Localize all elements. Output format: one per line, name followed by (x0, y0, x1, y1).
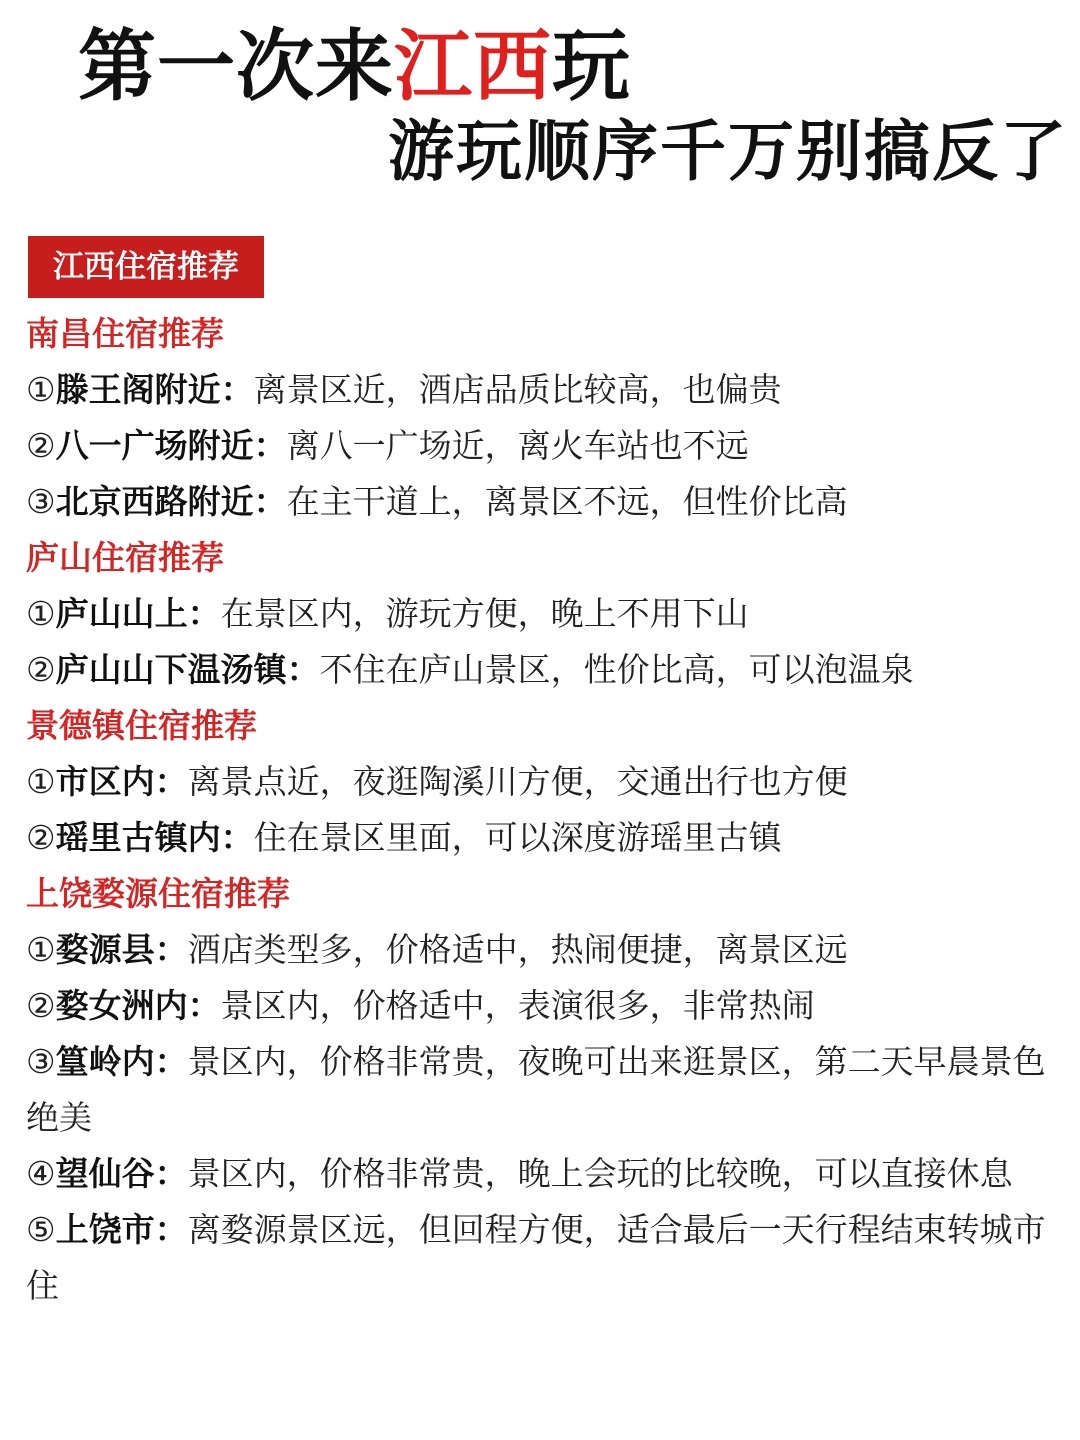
item-desc: 酒店类型多，价格适中，热闹便捷，离景区远 (187, 930, 848, 969)
item-name: 庐山山上： (55, 594, 221, 633)
list-item (26, 362, 1052, 418)
list-item (26, 922, 1052, 978)
section-tag: 江西住宿推荐 (28, 236, 264, 298)
item-desc: 离景点近，夜逛陶溪川方便，交通出行也方便 (187, 762, 848, 801)
item-number: ③ (26, 482, 56, 521)
item-number: ② (26, 650, 56, 689)
city-title-nanchang: 南昌住宿推荐 (26, 314, 224, 353)
list-item (26, 474, 1052, 530)
city-title-jingdezhen: 景德镇住宿推荐 (26, 706, 257, 745)
item-desc: 不住在庐山景区，性价比高，可以泡温泉 (319, 650, 914, 689)
item-name: 瑶里古镇内： (55, 818, 254, 857)
item-desc: 离景区近，酒店品质比较高，也偏贵 (253, 370, 782, 409)
title-suffix: 玩 (552, 22, 632, 112)
city-title-lushan: 庐山住宿推荐 (26, 538, 224, 577)
title-highlight: 江西 (394, 22, 553, 112)
item-desc: 景区内，价格非常贵，晚上会玩的比较晚，可以直接休息 (187, 1154, 1013, 1193)
item-number: ④ (26, 1154, 56, 1193)
page-subtitle: 游玩顺序千万别搞反了 (388, 113, 1068, 190)
item-name: 庐山山下温汤镇： (55, 650, 320, 689)
item-desc: 景区内，价格适中，表演很多，非常热闹 (220, 986, 815, 1025)
item-desc: 在主干道上，离景区不远，但性价比高 (286, 482, 848, 521)
item-name: 婺源县： (55, 930, 188, 969)
item-name: 北京西路附近： (55, 482, 287, 521)
list-item (26, 978, 1052, 1034)
page-title (78, 22, 631, 112)
item-number: ① (26, 930, 56, 969)
item-name: 婺女洲内： (55, 986, 221, 1025)
list-item (26, 810, 1052, 866)
item-desc: 离婺源景区远，但回程方便，适合最后一天行程结束转城市住 (26, 1210, 1046, 1305)
item-number: ② (26, 818, 56, 857)
list-item (26, 1146, 1052, 1202)
item-desc: 住在景区里面，可以深度游瑶里古镇 (253, 818, 782, 857)
item-number: ⑤ (26, 1210, 56, 1249)
item-name: 上饶市： (55, 1210, 188, 1249)
item-desc: 离八一广场近，离火车站也不远 (286, 426, 749, 465)
content-list (26, 306, 1052, 1314)
item-desc: 景区内，价格非常贵，夜晚可出来逛景区，第二天早晨景色绝美 (26, 1042, 1046, 1137)
item-name: 八一广场附近： (55, 426, 287, 465)
list-item (26, 1202, 1052, 1314)
item-number: ③ (26, 1042, 56, 1081)
city-title-shangrao-wuyuan: 上饶婺源住宿推荐 (26, 874, 290, 913)
list-item (26, 418, 1052, 474)
item-name: 市区内： (55, 762, 188, 801)
list-item (26, 642, 1052, 698)
item-name: 篁岭内： (55, 1042, 188, 1081)
list-item (26, 754, 1052, 810)
item-number: ② (26, 986, 56, 1025)
item-number: ① (26, 762, 56, 801)
item-desc: 在景区内，游玩方便，晚上不用下山 (220, 594, 749, 633)
item-name: 滕王阁附近： (55, 370, 254, 409)
item-number: ② (26, 426, 56, 465)
list-item (26, 586, 1052, 642)
item-number: ① (26, 370, 56, 409)
list-item (26, 1034, 1052, 1146)
item-number: ① (26, 594, 56, 633)
title-prefix: 第一次来 (78, 22, 395, 112)
item-name: 望仙谷： (55, 1154, 188, 1193)
